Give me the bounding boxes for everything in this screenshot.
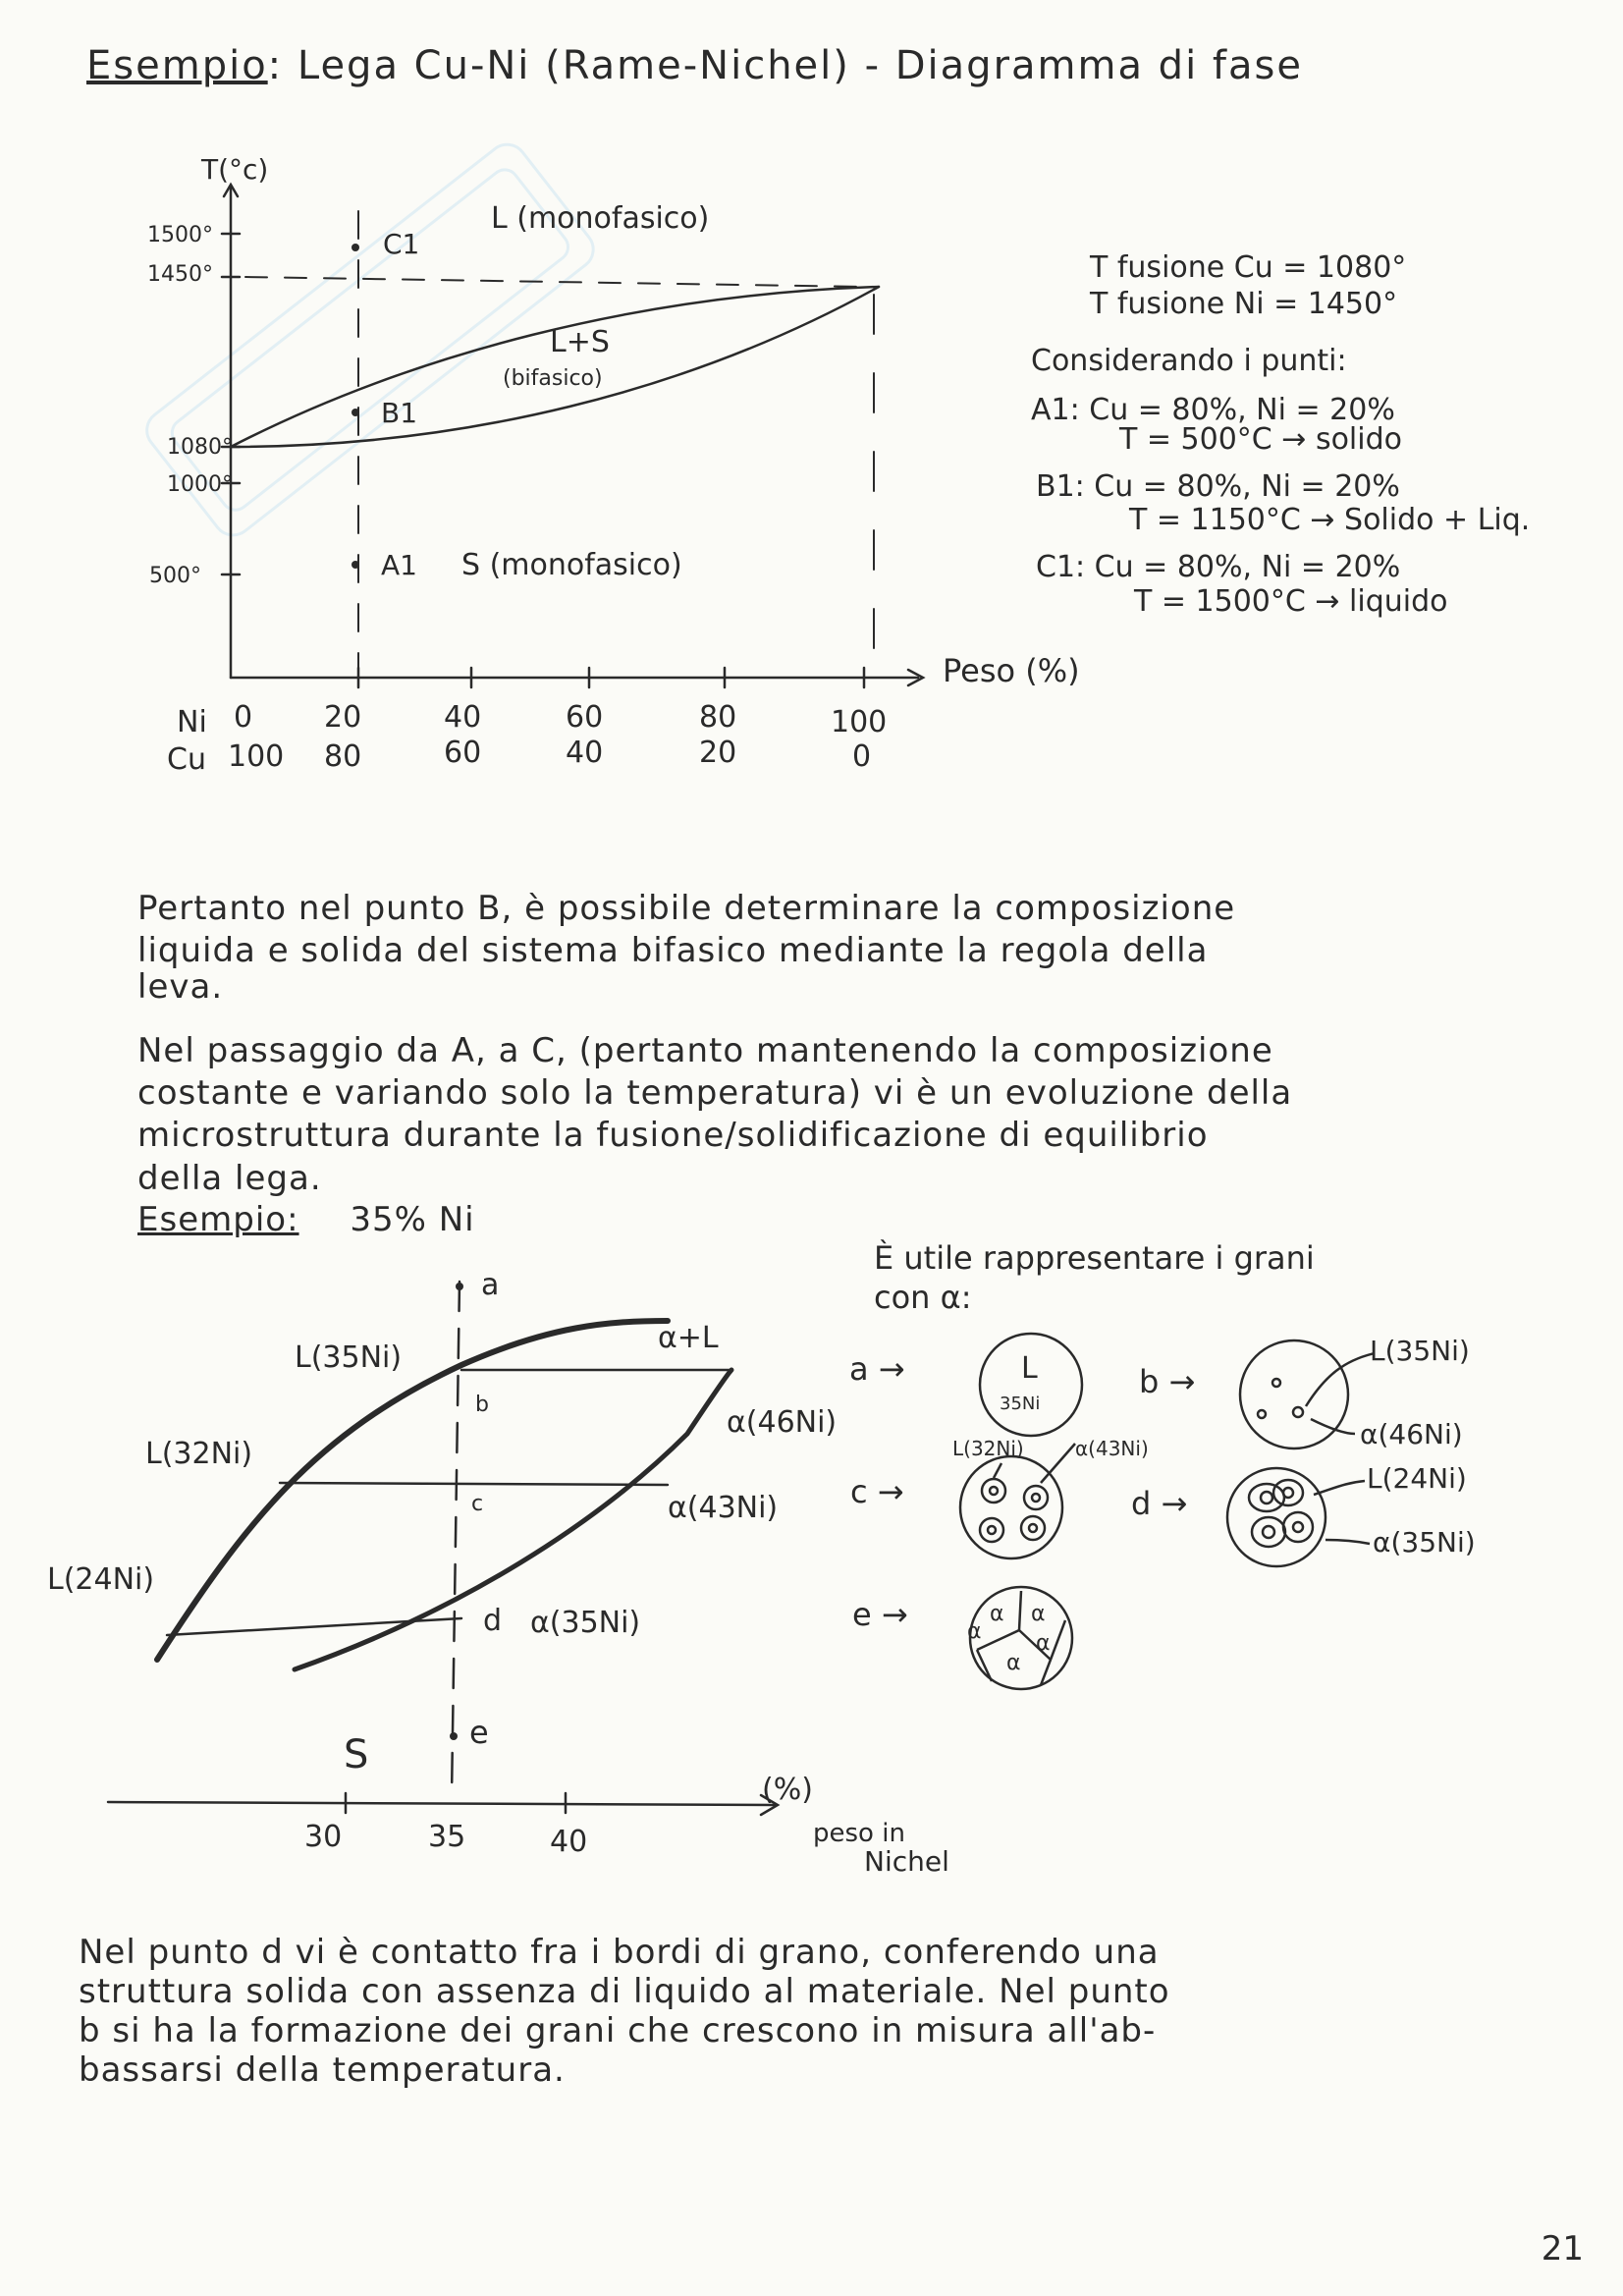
grain-c-alpha-label: α(43Ni) bbox=[1075, 1437, 1149, 1460]
grain-e-alpha: α bbox=[990, 1602, 1004, 1626]
note-b1-line2: T = 1150°C → Solido + Liq. bbox=[1129, 503, 1531, 537]
note-a1-line1: A1: Cu = 80%, Ni = 20% bbox=[1031, 393, 1395, 427]
region-liquid-label: L (monofasico) bbox=[491, 201, 710, 236]
label-percent: (%) bbox=[762, 1773, 813, 1807]
region-two-phase-sub: (bifasico) bbox=[503, 366, 603, 391]
grain-d-L-label: L(24Ni) bbox=[1367, 1462, 1467, 1495]
label-L24: L(24Ni) bbox=[47, 1562, 155, 1597]
y-tick-1000: 1000° bbox=[167, 472, 233, 497]
cu-value: 100 bbox=[228, 739, 285, 774]
ni-value: 40 bbox=[444, 700, 482, 735]
label-alpha35: α(35Ni) bbox=[530, 1606, 641, 1640]
label-L32: L(32Ni) bbox=[145, 1437, 253, 1471]
row-ni-label: Ni bbox=[177, 705, 207, 739]
note-melt-cu: T fusione Cu = 1080° bbox=[1090, 250, 1407, 285]
note-c1-line1: C1: Cu = 80%, Ni = 20% bbox=[1036, 550, 1401, 584]
para2-line3: microstruttura durante la fusione/solidificazione di equilibrio bbox=[137, 1116, 1209, 1155]
label-alpha46: α(46Ni) bbox=[727, 1405, 838, 1440]
y-tick-1500: 1500° bbox=[147, 223, 213, 247]
point-d-label: d bbox=[483, 1604, 503, 1638]
grain-a-35ni: 35Ni bbox=[1000, 1394, 1041, 1414]
region-two-phase-label: L+S bbox=[550, 325, 610, 359]
label-S: S bbox=[344, 1732, 369, 1777]
note-considering: Considerando i punti: bbox=[1031, 344, 1347, 378]
page-number: 21 bbox=[1541, 2229, 1584, 2269]
grain-e-arrow-label: e → bbox=[852, 1596, 908, 1633]
point-b-label: b bbox=[475, 1393, 489, 1417]
para1-line2: liquida e solida del sistema bifasico mediante la regola della bbox=[137, 931, 1209, 970]
example-label: Esempio: bbox=[137, 1200, 299, 1239]
point-a-label: a bbox=[481, 1268, 500, 1302]
grain-b-arrow-label: b → bbox=[1139, 1363, 1196, 1400]
ni-value: 0 bbox=[234, 700, 253, 735]
grain-a-arrow-label: a → bbox=[849, 1350, 905, 1388]
x-tick-35: 35 bbox=[428, 1820, 466, 1854]
ni-value: 20 bbox=[324, 700, 362, 735]
ni-value: 80 bbox=[699, 700, 737, 735]
point-a1-label: A1 bbox=[381, 549, 417, 581]
cu-value: 60 bbox=[444, 736, 482, 770]
cu-value: 20 bbox=[699, 736, 737, 770]
para2-line2: costante e variando solo la temperatura) vi è un evoluzione della bbox=[137, 1073, 1293, 1113]
cu-value: 40 bbox=[566, 736, 604, 770]
label-alpha43: α(43Ni) bbox=[668, 1491, 779, 1525]
y-tick-1450: 1450° bbox=[147, 262, 213, 287]
grain-d-arrow-label: d → bbox=[1131, 1485, 1188, 1522]
title-rest: : Lega Cu-Ni (Rame-Nichel) - Diagramma di fase bbox=[267, 43, 1303, 88]
y-axis-label: T(°c) bbox=[201, 153, 269, 186]
grain-e-alpha: α bbox=[1031, 1602, 1046, 1626]
para2-line4: della lega. bbox=[137, 1159, 322, 1198]
grain-d-alpha-label: α(35Ni) bbox=[1373, 1526, 1476, 1558]
region-solid-label: S (monofasico) bbox=[461, 548, 682, 582]
label-peso-in: peso in bbox=[813, 1819, 905, 1848]
grain-e-alpha: α bbox=[1036, 1631, 1051, 1656]
label-alpha-plus-L: α+L bbox=[658, 1321, 719, 1355]
note-b1-line1: B1: Cu = 80%, Ni = 20% bbox=[1036, 469, 1400, 504]
x-tick-40: 40 bbox=[550, 1825, 588, 1859]
point-e-label: e bbox=[469, 1714, 489, 1751]
grain-c-arrow-label: c → bbox=[850, 1473, 904, 1510]
grain-a-L: L bbox=[1021, 1351, 1038, 1386]
x-axis-label: Peso (%) bbox=[943, 652, 1080, 689]
note-c1-line2: T = 1500°C → liquido bbox=[1134, 584, 1448, 619]
point-b1-label: B1 bbox=[381, 397, 418, 429]
x-tick-30: 30 bbox=[304, 1820, 343, 1854]
para3-line2: struttura solida con assenza di liquido al materiale. Nel punto bbox=[79, 1972, 1170, 2011]
para2-line1: Nel passaggio da A, a C, (pertanto mantenendo la composizione bbox=[137, 1031, 1273, 1070]
grain-b-alpha-label: α(46Ni) bbox=[1360, 1418, 1463, 1450]
example-value: 35% Ni bbox=[350, 1200, 475, 1239]
ni-value: 60 bbox=[566, 700, 604, 735]
label-L35: L(35Ni) bbox=[295, 1340, 403, 1375]
grains-intro-1: È utile rappresentare i grani bbox=[874, 1239, 1315, 1277]
para1-line1: Pertanto nel punto B, è possibile determinare la composizione bbox=[137, 889, 1236, 928]
para3-line3: b si ha la formazione dei grani che crescono in misura all'ab- bbox=[79, 2011, 1157, 2050]
point-c1-label: C1 bbox=[383, 228, 420, 260]
y-tick-500: 500° bbox=[149, 564, 201, 588]
cu-value: 0 bbox=[852, 739, 872, 774]
para3-line1: Nel punto d vi è contatto fra i bordi di grano, conferendo una bbox=[79, 1933, 1160, 1972]
note-a1-line2: T = 500°C → solido bbox=[1119, 422, 1403, 457]
note-melt-ni: T fusione Ni = 1450° bbox=[1090, 287, 1398, 321]
grains-intro-2: con α: bbox=[874, 1279, 972, 1316]
point-c-label: c bbox=[471, 1492, 484, 1516]
para1-line3: leva. bbox=[137, 967, 224, 1007]
row-cu-label: Cu bbox=[167, 742, 206, 777]
y-tick-1080: 1080° bbox=[167, 435, 233, 460]
para3-line4: bassarsi della temperatura. bbox=[79, 2050, 566, 2090]
label-nichel: Nichel bbox=[864, 1845, 949, 1878]
grain-e-alpha: α bbox=[967, 1619, 982, 1644]
cu-value: 80 bbox=[324, 739, 362, 774]
grain-b-L-label: L(35Ni) bbox=[1370, 1335, 1470, 1367]
title-lead: Esempio bbox=[86, 43, 268, 88]
ni-value: 100 bbox=[831, 705, 888, 739]
grain-c-L-label: L(32Ni) bbox=[952, 1437, 1024, 1460]
grain-e-alpha: α bbox=[1006, 1651, 1021, 1675]
